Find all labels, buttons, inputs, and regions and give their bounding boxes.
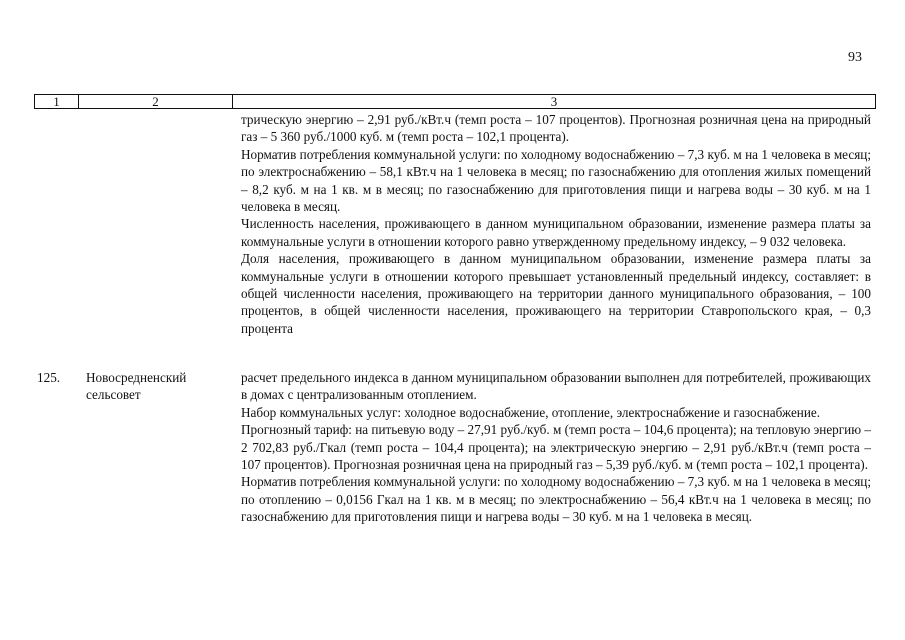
header-col-2: 2 — [152, 94, 159, 109]
row-number: 125. — [37, 370, 61, 385]
row-125-text — [241, 369, 871, 526]
header-col-3: 3 — [550, 94, 558, 109]
paragraph: Норматив потребления коммунальной услуги: по холодному водоснабжению – 7,3 куб. м на 1 человека в месяц; по электроснабжению – 58,1 кВт.ч на 1 человека в месяц; по газоснабжению для отопления жилых помещений – 8,2 куб. м на 1 кв. м в месяц; по газоснабжению для приготовления пищи и нагрева воды – 30 куб. м на 1 человека в месяц. — [241, 146, 871, 215]
paragraph: расчет предельного индекса в данном муниципальном образовании выполнен для потребителей, проживающих в домах с централизованным отоплением. — [241, 370, 871, 403]
paragraph: Доля населения, проживающего в данном муниципальном образовании, изменение размера платы за коммунальные услуги в отношении которого превышает установленный предельный индексу, составляет: в общей численности населения, проживающего на территории данного муниципального образования, – 100 процентов, в общей численности населения, проживающего на территории Ставропольского края, – 0,3 процента — [241, 251, 871, 336]
page-number: 93 — [848, 50, 862, 65]
paragraph: Норматив потребления коммунальной услуги: по холодному водоснабжению – 7,3 куб. м на 1 человека в месяц; по отоплению – 0,0156 Гкал на 1 кв. м в месяц; по электроснабжению – 56,4 кВт.ч на 1 человека в месяц; по газоснабжению для приготовления пищи и нагрева воды – 30 куб. м на 1 человека в месяц. — [241, 474, 871, 525]
paragraph: Прогнозный тариф: на питьевую воду – 27,91 руб./куб. м (темп роста – 104,6 процента); на тепловую энергию – 2 702,83 руб./Гкал (темп роста – 104,4 процента); на электрическую энергию – 2,91 руб./кВт.ч (темп роста – 107 процентов). Прогнозная розничная цена на природный газ – 5,39 руб./куб. м (темп роста – 102,1 процента). — [241, 422, 871, 473]
paragraph: трическую энергию – 2,91 руб./кВт.ч (темп роста – 107 процентов). Прогнозная розничная цена на природный газ – 5 360 руб./1000 куб. м (темп роста – 102,1 процента). — [241, 112, 871, 145]
paragraph: Численность населения, проживающего в данном муниципальном образовании, изменение размера платы за коммунальные услуги в отношении которого равно утвержденному предельному индексу, – 9 032 человека. — [241, 216, 871, 249]
continuation-text — [241, 111, 871, 337]
table-header — [34, 94, 876, 109]
municipality-name: Новосредненский сельсовет — [86, 370, 187, 403]
paragraph: Набор коммунальных услуг: холодное водоснабжение, отопление, электроснабжение и газоснабжение. — [241, 404, 821, 420]
header-col-1: 1 — [53, 94, 60, 109]
